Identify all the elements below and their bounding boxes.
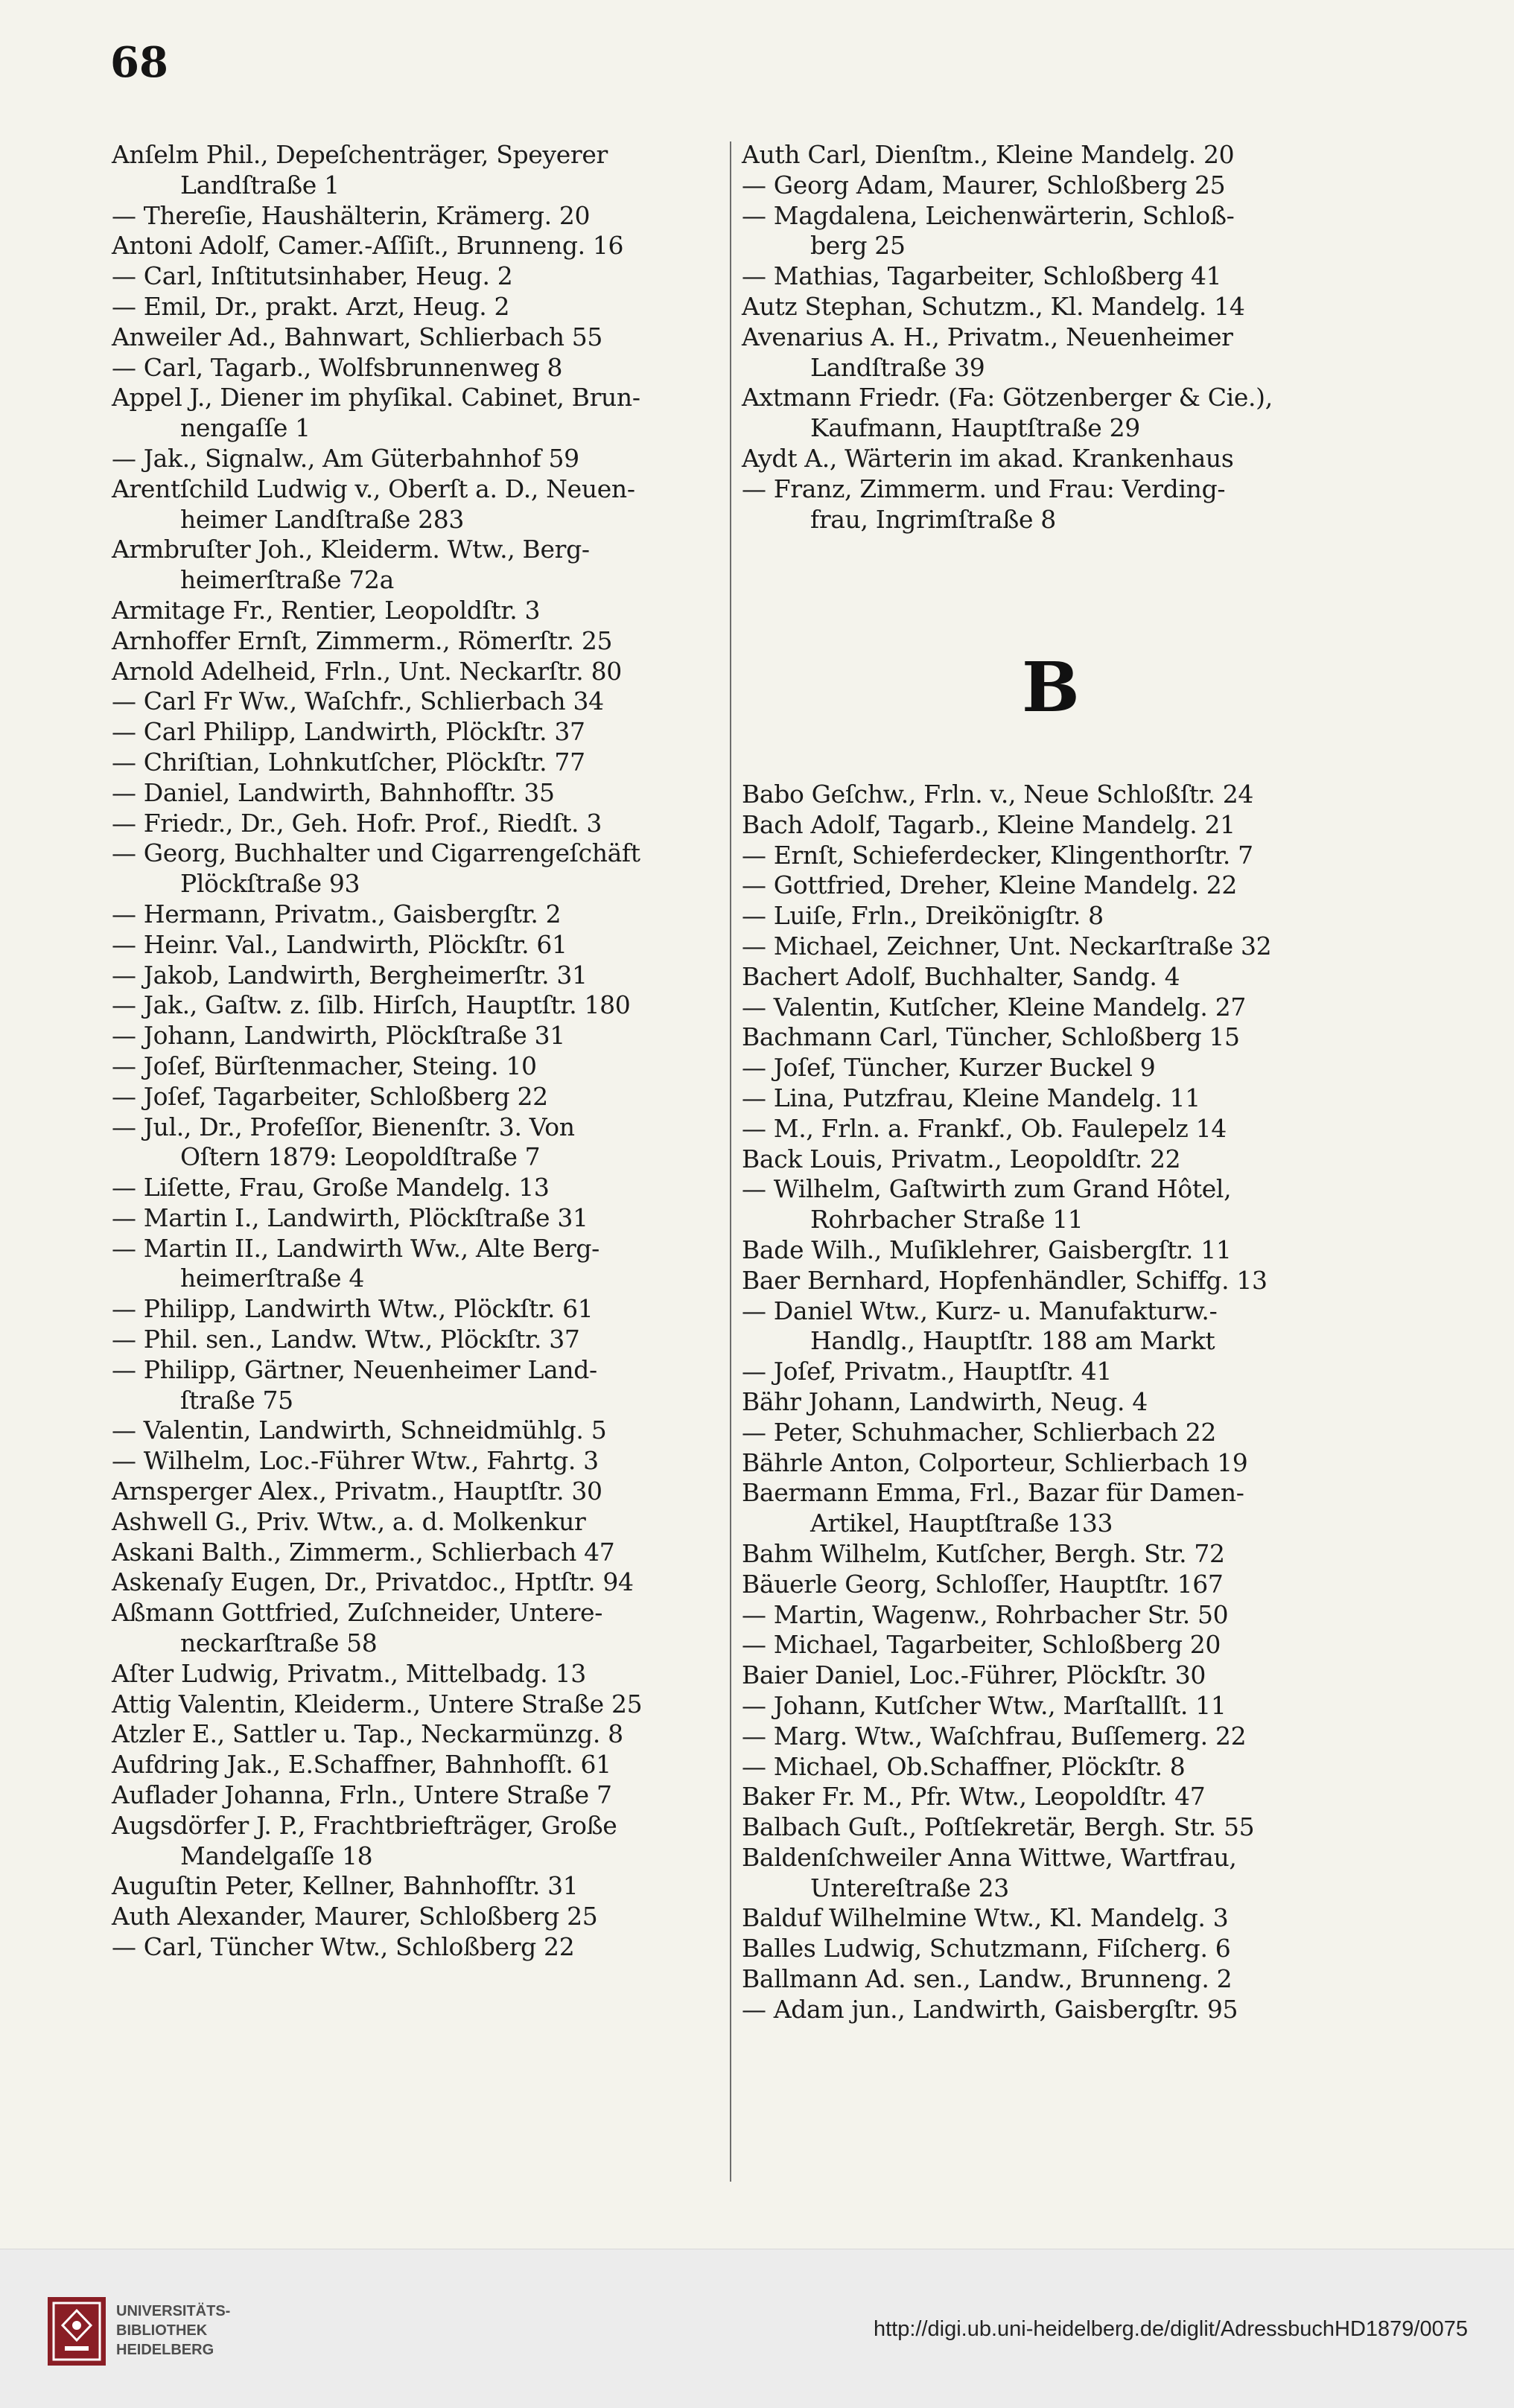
directory-entry-line: Atzler E., Sattler u. Tap., Neckarmünzg. 8 [112, 1719, 623, 1749]
directory-entry-line: — Thereſie, Haushälterin, Krämerg. 20 [112, 200, 591, 230]
directory-entry-line: — Carl Fr Ww., Waſchfr., Schlierbach 34 [112, 687, 604, 716]
directory-entry-line: — Daniel Wtw., Kurz- u. Manufakturw.- [742, 1296, 1218, 1325]
directory-entry-line: Landſtraße 39 [810, 352, 985, 382]
directory-entry-line: — Marg. Wtw., Waſchfrau, Buſſemerg. 22 [742, 1721, 1247, 1751]
directory-entry-line: Aydt A., Wärterin im akad. Krankenhaus [742, 443, 1234, 473]
directory-entry-line: — Jak., Signalw., Am Güterbahnhof 59 [112, 443, 579, 473]
viewer-footer [0, 2249, 1514, 2408]
directory-entry-line: — Adam jun., Landwirth, Gaisbergſtr. 95 [742, 1994, 1238, 2024]
directory-entry-line: Armitage Fr., Rentier, Leopoldſtr. 3 [112, 595, 541, 625]
left-column [112, 140, 719, 1963]
directory-entry-line: — Daniel, Landwirth, Bahnhofſtr. 35 [112, 777, 555, 807]
directory-entry-line: Baier Daniel, Loc.-Führer, Plöckſtr. 30 [742, 1660, 1206, 1690]
directory-entry-line: — Liſette, Frau, Große Mandelg. 13 [112, 1173, 550, 1203]
directory-entry-line: Arnsperger Alex., Privatm., Hauptſtr. 30 [112, 1477, 602, 1506]
directory-entry-line: Bach Adolf, Tagarb., Kleine Mandelg. 21 [742, 809, 1235, 839]
directory-entry-line: — Lina, Putzfrau, Kleine Mandelg. 11 [742, 1083, 1200, 1112]
directory-entry-line: — M., Frln. a. Frankf., Ob. Faulepelz 14 [742, 1113, 1227, 1143]
directory-entry-line: — Johann, Landwirth, Plöckſtraße 31 [112, 1021, 565, 1051]
column-divider [730, 141, 731, 2182]
directory-entry-line: — Jak., Gaſtw. z. ſilb. Hirſch, Hauptſtr. 180 [112, 990, 631, 1020]
directory-entry-line: — Mathias, Tagarbeiter, Schloßberg 41 [742, 261, 1222, 291]
directory-entry-line: Baer Bernhard, Hopfenhändler, Schiffg. 13 [742, 1265, 1268, 1295]
directory-entry-line: Augsdörfer J. P., Frachtbriefträger, Große [112, 1810, 617, 1840]
directory-entry-line: Oſtern 1879: Leopoldſtraße 7 [180, 1142, 541, 1172]
directory-entry-line: — Philipp, Gärtner, Neuenheimer Land- [112, 1354, 597, 1384]
directory-entry-line: Landſtraße 1 [180, 170, 340, 200]
directory-entry-line: — Joſef, Tagarbeiter, Schloßberg 22 [112, 1081, 548, 1111]
directory-entry-line: Ballmann Ad. sen., Landw., Brunneng. 2 [742, 1964, 1232, 1994]
directory-entry-line: — Franz, Zimmerm. und Frau: Verding- [742, 474, 1226, 503]
library-name-line-2: BIBLIOTHEK [116, 2322, 208, 2339]
directory-entry-line: — Joſef, Bürſtenmacher, Steing. 10 [112, 1051, 537, 1080]
directory-entry-line: heimerſtraße 4 [180, 1264, 365, 1293]
directory-entry-line: heimer Landſtraße 283 [180, 504, 465, 534]
directory-entry-line: Mandelgaſſe 18 [180, 1841, 373, 1870]
section-letter-heading: B [1022, 647, 1080, 727]
directory-entry-line: — Gottfried, Dreher, Kleine Mandelg. 22 [742, 870, 1238, 900]
directory-entry-line: — Johann, Kutſcher Wtw., Marſtallſt. 11 [742, 1690, 1227, 1720]
directory-entry-line: Bäuerle Georg, Schloſſer, Hauptſtr. 167 [742, 1569, 1224, 1599]
directory-entry-line: — Michael, Tagarbeiter, Schloßberg 20 [742, 1630, 1221, 1660]
directory-entry-line: — Martin II., Landwirth Ww., Alte Berg- [112, 1233, 599, 1263]
directory-entry-line: Handlg., Hauptſtr. 188 am Markt [810, 1326, 1215, 1356]
directory-entry-line: Aßmann Gottfried, Zuſchneider, Untere- [112, 1598, 603, 1628]
directory-entry-line: — Joſef, Tüncher, Kurzer Buckel 9 [742, 1053, 1156, 1083]
directory-entry-line: — Jakob, Landwirth, Bergheimerſtr. 31 [112, 960, 588, 990]
directory-entry-line: neckarſtraße 58 [180, 1628, 378, 1658]
directory-entry-line: Plöckſtraße 93 [180, 869, 360, 899]
directory-entry-line: nengaſſe 1 [180, 413, 311, 443]
page-number: 68 [110, 38, 168, 87]
directory-entry-line: Balduf Wilhelmine Wtw., Kl. Mandelg. 3 [742, 1903, 1229, 1933]
directory-entry-line: — Carl, Inſtitutsinhaber, Heug. 2 [112, 261, 513, 291]
directory-entry-line: — Michael, Ob.Schaffner, Plöckſtr. 8 [742, 1751, 1186, 1781]
directory-entry-line: Auth Carl, Dienſtm., Kleine Mandelg. 20 [742, 140, 1235, 169]
directory-entry-line: — Georg, Buchhalter und Cigarrengeſchäft [112, 838, 640, 868]
directory-entry-line: Bachmann Carl, Tüncher, Schloßberg 15 [742, 1022, 1240, 1052]
directory-entry-line: Bahm Wilhelm, Kutſcher, Bergh. Str. 72 [742, 1538, 1225, 1568]
directory-entry-line: — Joſef, Privatm., Hauptſtr. 41 [742, 1357, 1113, 1386]
directory-entry-line: Appel J., Diener im phyſikal. Cabinet, Brun- [112, 383, 640, 413]
directory-entry-line: Anweiler Ad., Bahnwart, Schlierbach 55 [112, 322, 603, 351]
directory-entry-line: Antoni Adolf, Camer.-Aſſiſt., Brunneng. 16 [112, 231, 624, 261]
directory-entry-line: Auth Alexander, Maurer, Schloßberg 25 [112, 1902, 598, 1931]
directory-entry-line: — Phil. sen., Landw. Wtw., Plöckſtr. 37 [112, 1325, 580, 1354]
directory-entry-line: Ashwell G., Priv. Wtw., a. d. Molkenkur [112, 1506, 586, 1536]
directory-entry-line: Rohrbacher Straße 11 [810, 1205, 1084, 1235]
directory-entry-line: Artikel, Hauptſtraße 133 [810, 1509, 1113, 1538]
directory-entry-line: — Michael, Zeichner, Unt. Neckarſtraße 32 [742, 931, 1272, 961]
directory-entry-line: Bähr Johann, Landwirth, Neug. 4 [742, 1386, 1148, 1416]
directory-entry-line: Anſelm Phil., Depeſchenträger, Speyerer [112, 140, 608, 169]
directory-entry-line: — Emil, Dr., prakt. Arzt, Heug. 2 [112, 291, 510, 321]
directory-entry-line: — Martin I., Landwirth, Plöckſtraße 31 [112, 1203, 588, 1232]
directory-entry-line: — Jul., Dr., Profeſſor, Bienenſtr. 3. Von [112, 1112, 575, 1141]
right-column-a-entries [742, 140, 1375, 535]
university-seal-icon [46, 2296, 107, 2367]
directory-entry-line: Askani Balth., Zimmerm., Schlierbach 47 [112, 1537, 615, 1567]
library-name [116, 2302, 230, 2360]
directory-entry-line: berg 25 [810, 231, 906, 261]
directory-entry-line: Arnhoffer Ernſt, Zimmerm., Römerſtr. 25 [112, 625, 613, 655]
directory-entry-line: — Carl, Tüncher Wtw., Schloßberg 22 [112, 1932, 575, 1962]
directory-entry-line: — Martin, Wagenw., Rohrbacher Str. 50 [742, 1599, 1229, 1629]
directory-entry-line: frau, Ingrimſtraße 8 [810, 504, 1056, 534]
directory-entry-line: — Magdalena, Leichenwärterin, Schloß- [742, 200, 1235, 230]
directory-entry-line: Aſter Ludwig, Privatm., Mittelbadg. 13 [112, 1658, 586, 1688]
directory-entry-line: Autz Stephan, Schutzm., Kl. Mandelg. 14 [742, 291, 1245, 321]
directory-entry-line: Bachert Adolf, Buchhalter, Sandg. 4 [742, 961, 1180, 991]
directory-entry-line: — Valentin, Kutſcher, Kleine Mandelg. 27 [742, 992, 1246, 1022]
directory-entry-line: — Friedr., Dr., Geh. Hofr. Prof., Riedſt. 3 [112, 808, 602, 838]
library-name-line-3: HEIDELBERG [116, 2342, 214, 2358]
directory-entry-line: Balbach Guſt., Poſtſekretär, Bergh. Str. 55 [742, 1812, 1255, 1842]
directory-entry-line: — Carl, Tagarb., Wolfsbrunnenweg 8 [112, 352, 563, 382]
directory-entry-line: — Luiſe, Frln., Dreikönigſtr. 8 [742, 901, 1104, 931]
directory-entry-line: heimerſtraße 72a [180, 565, 394, 595]
directory-entry-line: Babo Geſchw., Frln. v., Neue Schloßſtr. 24 [742, 780, 1254, 809]
directory-entry-line: Arentſchild Ludwig v., Oberſt a. D., Neuen- [112, 474, 635, 503]
directory-entry-line: — Ernſt, Schieferdecker, Klingenthorſtr. 7 [742, 840, 1253, 870]
directory-entry-line: — Carl Philipp, Landwirth, Plöckſtr. 37 [112, 717, 585, 747]
directory-entry-line: Untereſtraße 23 [810, 1873, 1009, 1902]
directory-entry-line: Baermann Emma, Frl., Bazar für Damen- [742, 1478, 1244, 1508]
directory-entry-line: Baldenſchweiler Anna Wittwe, Wartfrau, [742, 1842, 1237, 1872]
directory-entry-line: — Philipp, Landwirth Wtw., Plöckſtr. 61 [112, 1294, 594, 1324]
directory-entry-line: — Wilhelm, Loc.-Führer Wtw., Fahrtg. 3 [112, 1446, 599, 1476]
directory-entry-line: Bade Wilh., Muſiklehrer, Gaisbergſtr. 11 [742, 1235, 1232, 1264]
directory-entry-line: — Hermann, Privatm., Gaisbergſtr. 2 [112, 899, 562, 929]
directory-entry-line: Armbruſter Joh., Kleiderm. Wtw., Berg- [112, 535, 590, 564]
directory-entry-line: — Peter, Schuhmacher, Schlierbach 22 [742, 1417, 1217, 1447]
directory-entry-line: Kaufmann, Hauptſtraße 29 [810, 413, 1140, 443]
directory-entry-line: Avenarius A. H., Privatm., Neuenheimer [742, 322, 1233, 351]
directory-entry-line: Arnold Adelheid, Frln., Unt. Neckarſtr. 80 [112, 656, 622, 686]
directory-entry-line: Auguſtin Peter, Kellner, Bahnhofſtr. 31 [112, 1871, 579, 1901]
directory-entry-line: Askenaſy Eugen, Dr., Privatdoc., Hptſtr. 94 [112, 1567, 634, 1597]
right-column-b-entries [742, 780, 1375, 2025]
directory-entry-line: Aufdring Jak., E.Schaffner, Bahnhofſt. 61 [112, 1750, 611, 1780]
directory-entry-line: — Wilhelm, Gaſtwirth zum Grand Hôtel, [742, 1174, 1232, 1204]
directory-entry-line: Bährle Anton, Colporteur, Schlierbach 19 [742, 1447, 1248, 1477]
directory-entry-line: Baker Fr. M., Pfr. Wtw., Leopoldſtr. 47 [742, 1782, 1206, 1812]
directory-entry-line: — Heinr. Val., Landwirth, Plöckſtr. 61 [112, 929, 567, 959]
directory-entry-line: — Georg Adam, Maurer, Schloßberg 25 [742, 170, 1226, 200]
directory-entry-line: Auflader Johanna, Frln., Untere Straße 7 [112, 1780, 612, 1810]
directory-entry-line: Attig Valentin, Kleiderm., Untere Straße 25 [112, 1689, 643, 1719]
permalink-url[interactable]: http://digi.ub.uni-heidelberg.de/diglit/AdressbuchHD1879/0075 [873, 2317, 1468, 2341]
library-name-line-1: UNIVERSITÄTS- [116, 2303, 231, 2319]
directory-entry-line: ſtraße 75 [180, 1385, 293, 1415]
directory-entry-line: Back Louis, Privatm., Leopoldſtr. 22 [742, 1144, 1181, 1173]
directory-entry-line: Axtmann Friedr. (Fa: Götzenberger & Cie.), [742, 383, 1273, 413]
directory-entry-line: — Chriſtian, Lohnkutſcher, Plöckſtr. 77 [112, 747, 585, 777]
directory-entry-line: Balles Ludwig, Schutzmann, Fiſcherg. 6 [742, 1934, 1231, 1963]
directory-entry-line: — Valentin, Landwirth, Schneidmühlg. 5 [112, 1415, 607, 1445]
